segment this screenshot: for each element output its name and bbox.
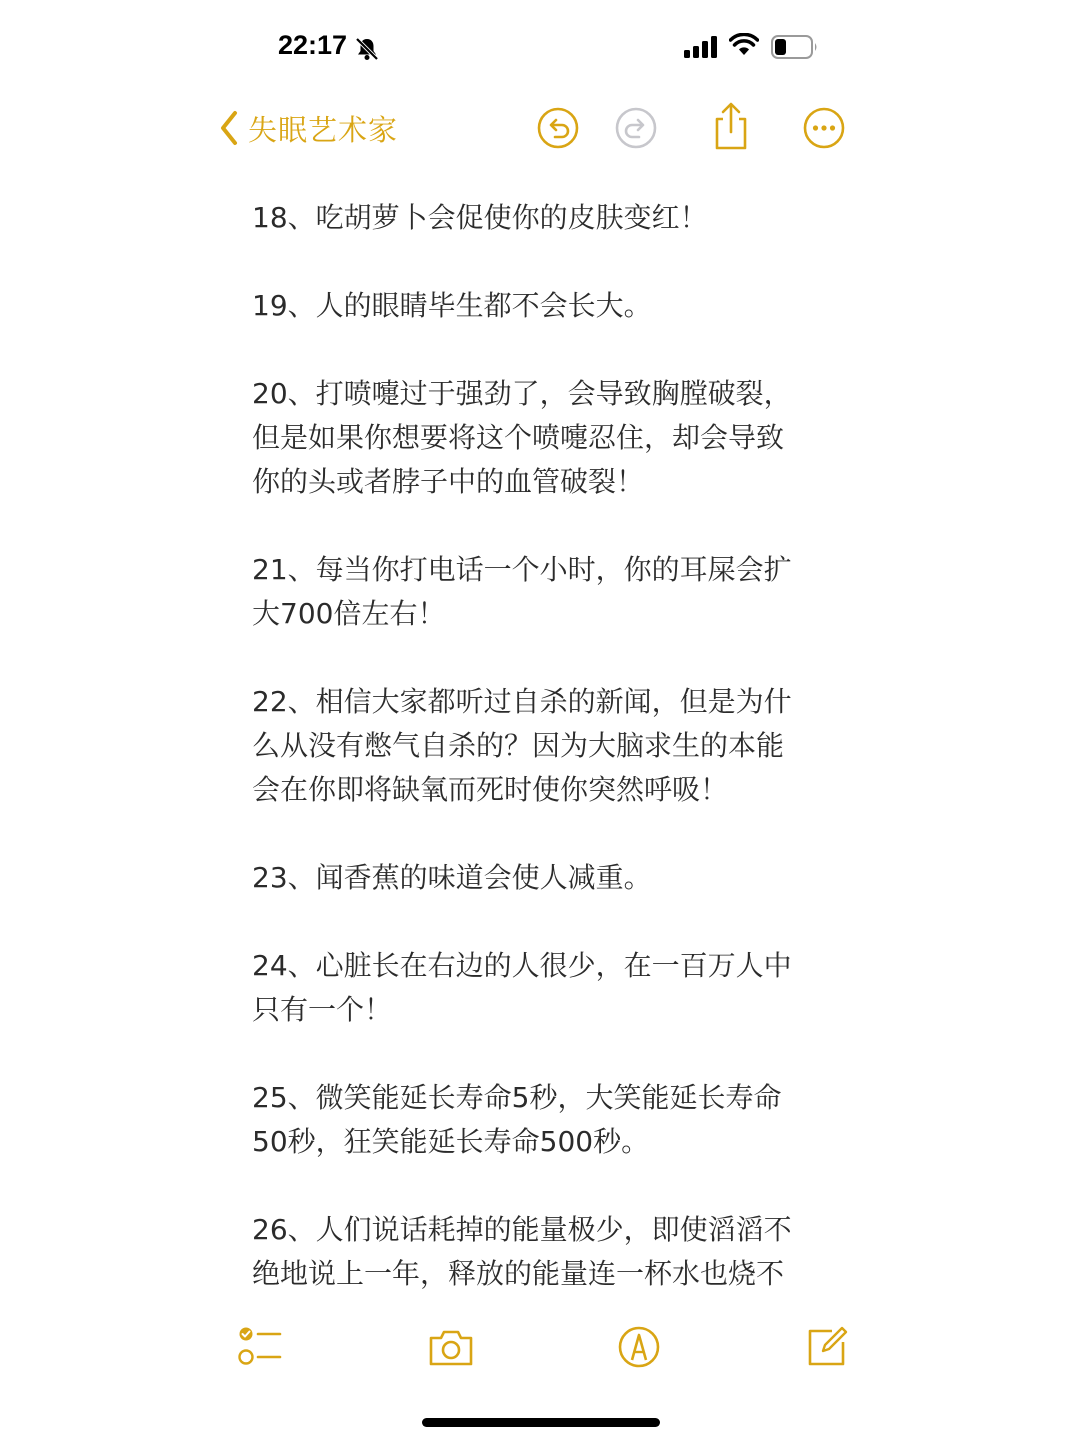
note-body[interactable] <box>252 196 827 1340</box>
note-line: 大700倍左右！ <box>252 597 446 630</box>
note-paragraph <box>252 1076 827 1164</box>
note-paragraph <box>252 548 827 636</box>
note-line: 24、心脏长在右边的人很少，在一百万人中 <box>252 949 792 982</box>
share-button[interactable] <box>708 101 754 151</box>
note-line: 么从没有憋气自杀的？因为大脑求生的本能 <box>252 729 785 762</box>
note-paragraph <box>252 680 827 812</box>
note-line: 19、人的眼睛毕生都不会长大。 <box>252 289 652 322</box>
more-button[interactable] <box>801 105 847 151</box>
compose-button[interactable] <box>802 1324 852 1370</box>
checklist-button[interactable] <box>236 1324 286 1370</box>
note-line: 26、人们说话耗掉的能量极少，即使滔滔不 <box>252 1213 792 1246</box>
note-line: 你的头或者脖子中的血管破裂！ <box>252 465 645 498</box>
note-paragraph <box>252 284 827 328</box>
back-button[interactable] <box>218 106 398 150</box>
wifi-icon <box>729 33 759 57</box>
note-paragraph <box>252 196 827 240</box>
note-paragraph <box>252 372 827 504</box>
note-paragraph <box>252 944 827 1032</box>
note-paragraph <box>252 856 827 900</box>
redo-button[interactable] <box>613 105 659 151</box>
note-line: 25、微笑能延长寿命5秒，大笑能延长寿命 <box>252 1081 782 1114</box>
markup-button[interactable] <box>614 1324 664 1370</box>
note-line: 20、打喷嚏过于强劲了，会导致胸膛破裂， <box>252 377 792 410</box>
chevron-left-icon <box>218 110 240 146</box>
home-indicator[interactable] <box>422 1418 660 1427</box>
back-button-label: 失眠艺术家 <box>248 112 399 147</box>
note-line: 50秒，狂笑能延长寿命500秒。 <box>252 1125 650 1158</box>
status-time: 22:17 <box>278 30 348 60</box>
note-line: 只有一个！ <box>252 993 393 1026</box>
note-line: 绝地说上一年，释放的能量连一杯水也烧不 <box>252 1257 785 1290</box>
note-paragraph <box>252 1208 827 1296</box>
note-line: 21、每当你打电话一个小时，你的耳屎会扩 <box>252 553 792 586</box>
battery-icon <box>771 35 819 59</box>
cellular-signal-icon <box>684 36 718 58</box>
bell-slash-icon <box>354 36 380 62</box>
undo-button[interactable] <box>535 105 581 151</box>
note-line: 22、相信大家都听过自杀的新闻，但是为什 <box>252 685 792 718</box>
note-line: 23、闻香蕉的味道会使人减重。 <box>252 861 652 894</box>
note-line: 会在你即将缺氧而死时使你突然呼吸！ <box>252 773 729 806</box>
camera-button[interactable] <box>426 1324 476 1370</box>
note-line: 但是如果你想要将这个喷嚏忍住，却会导致 <box>252 421 785 454</box>
note-line: 18、吃胡萝卜会促使你的皮肤变红！ <box>252 201 708 234</box>
